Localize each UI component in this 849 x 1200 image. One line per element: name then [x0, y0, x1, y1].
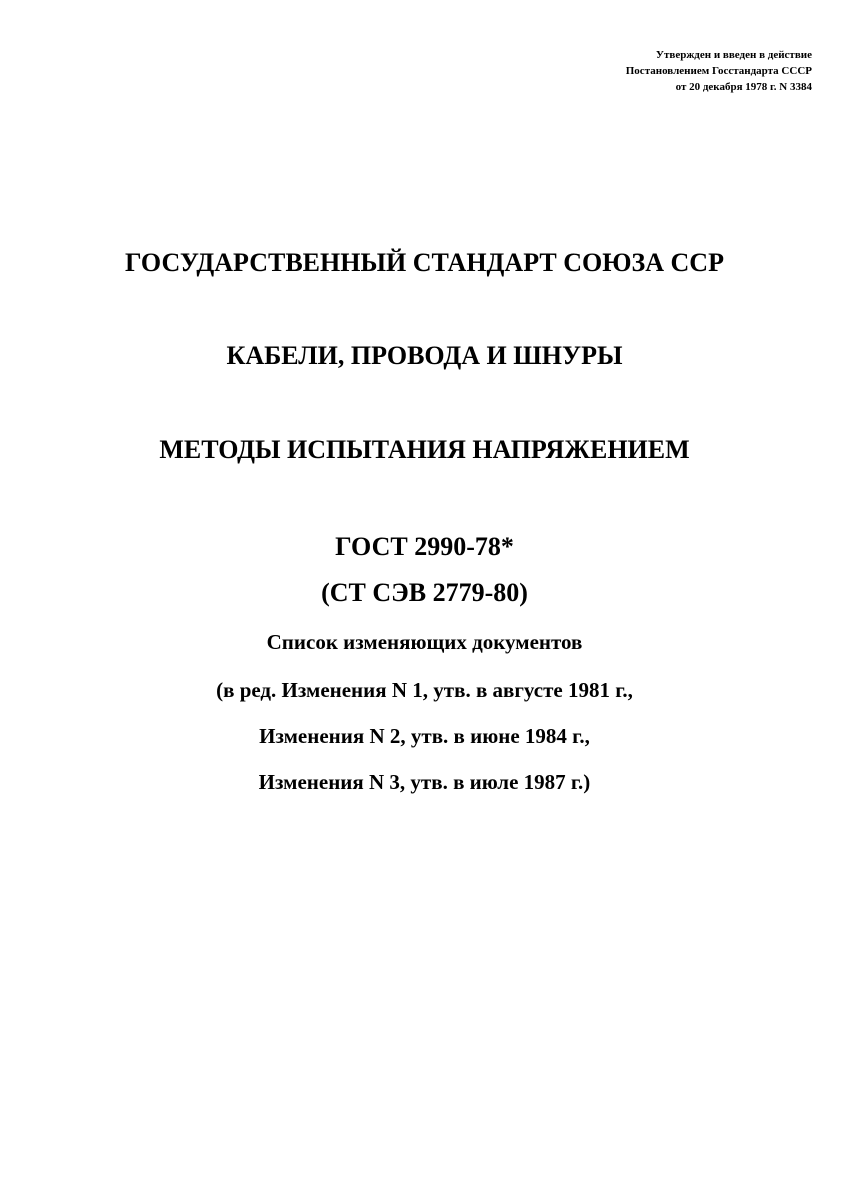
gost-number: ГОСТ 2990-78* [335, 532, 514, 561]
approval-line: Постановлением Госстандарта СССР [625, 65, 812, 77]
approval-line: Утвержден и введен в действие [655, 49, 812, 61]
amendment-line: Изменения N 3, утв. в июле 1987 г.) [258, 770, 591, 794]
approval-line: от 20 декабря 1978 г. N 3384 [675, 81, 812, 93]
amendments-heading: Список изменяющих документов [266, 630, 583, 654]
amendment-line: Изменения N 2, утв. в июне 1984 г., [259, 724, 590, 748]
amendment-line: (в ред. Изменения N 1, утв. в августе 1981 г., [216, 678, 633, 702]
document-method-title: МЕТОДЫ ИСПЫТАНИЯ НАПРЯЖЕНИЕМ [159, 435, 690, 464]
sev-number: (СТ СЭВ 2779-80) [321, 578, 528, 607]
standard-org-title: ГОСУДАРСТВЕННЫЙ СТАНДАРТ СОЮЗА ССР [125, 248, 724, 277]
document-subject: КАБЕЛИ, ПРОВОДА И ШНУРЫ [226, 341, 623, 370]
approval-note [626, 47, 812, 95]
